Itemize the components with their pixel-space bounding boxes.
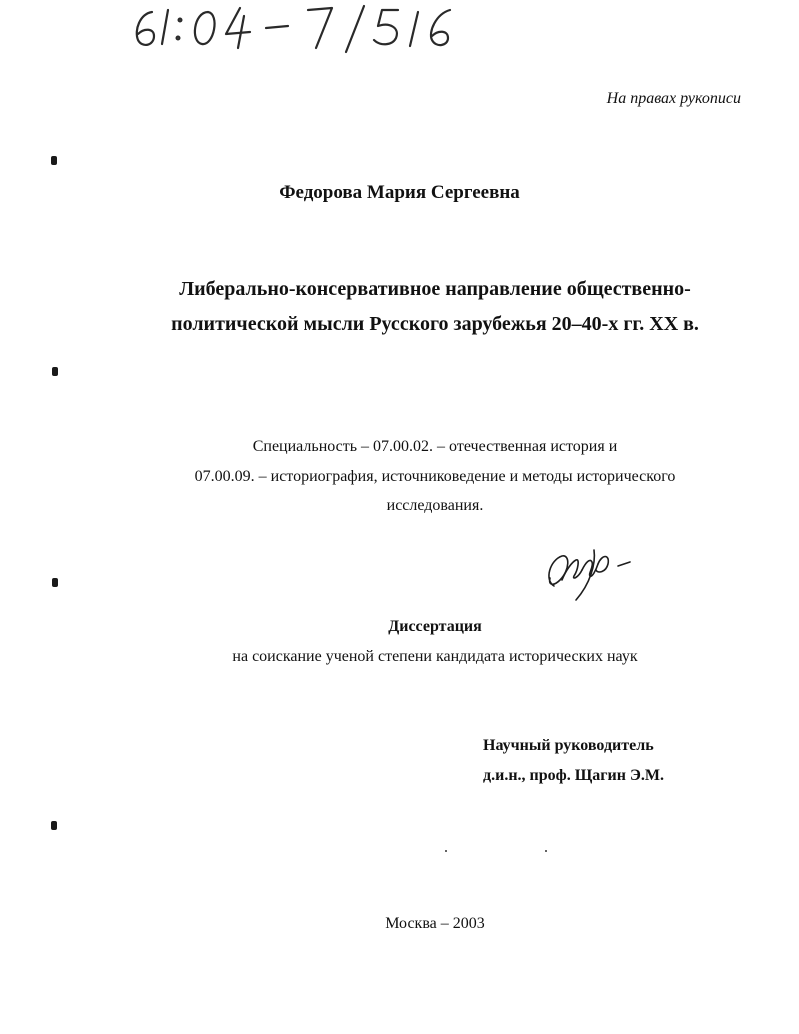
punch-mark <box>51 156 57 165</box>
rights-notice: На правах рукописи <box>606 90 741 107</box>
thesis-title-line-2: политической мысли Русского зарубежья 20–40-х гг. XX в. <box>171 313 699 335</box>
author-name: Федорова Мария Сергеевна <box>279 182 520 203</box>
punch-mark <box>51 821 57 830</box>
scan-speck <box>545 850 547 852</box>
city-year: Москва – 2003 <box>385 915 485 932</box>
advisor-name: д.и.н., проф. Щагин Э.М. <box>483 767 664 784</box>
degree-line: на соискание ученой степени кандидата исторических наук <box>232 648 638 665</box>
advisor-label: Научный руководитель <box>483 737 654 754</box>
dissertation-label: Диссертация <box>388 618 482 635</box>
scan-speck <box>445 850 447 852</box>
specialty-line-3: исследования. <box>386 497 484 514</box>
author-signature <box>540 540 640 602</box>
specialty-line-2: 07.00.09. – историография, источниковедение и методы исторического <box>194 468 676 485</box>
catalog-number-handwritten <box>128 0 458 58</box>
punch-mark <box>52 367 58 376</box>
thesis-title-line-1: Либерально-консервативное направление общественно- <box>179 278 691 300</box>
specialty-line-1: Специальность – 07.00.02. – отечественная история и <box>252 438 618 455</box>
punch-mark <box>52 578 58 587</box>
